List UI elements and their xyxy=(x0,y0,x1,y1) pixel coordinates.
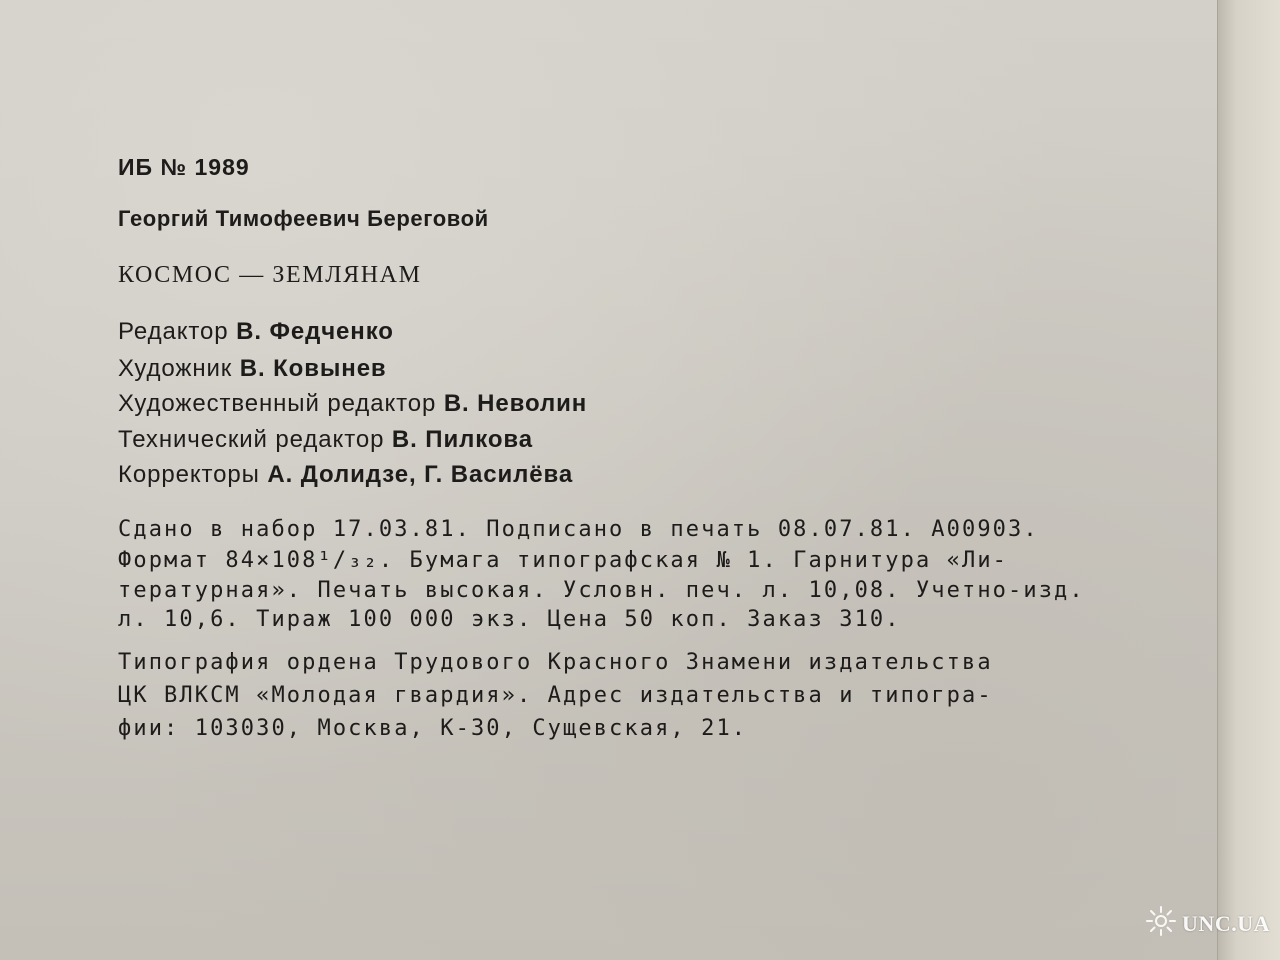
credit-role: Корректоры xyxy=(118,461,260,488)
credit-line xyxy=(118,463,573,487)
book-title: КОСМОС — ЗЕМЛЯНАМ xyxy=(118,262,422,288)
imprint-line: тературная». Печать высокая. Условн. печ. л. 10,08. Учетно-изд. xyxy=(118,578,1085,603)
credit-role: Художник xyxy=(118,355,233,382)
printer-line: ЦК ВЛКСМ «Молодая гвардия». Адрес издательства и типогра- xyxy=(118,683,993,708)
credit-name: В. Ковынев xyxy=(239,355,387,382)
credit-line xyxy=(118,357,387,381)
credit-line xyxy=(118,428,533,452)
credit-name: В. Пилкова xyxy=(391,426,533,453)
printer-line: фии: 103030, Москва, К-30, Сущевская, 21. xyxy=(118,716,748,741)
author-name: Георгий Тимофеевич Береговой xyxy=(118,206,489,231)
credit-line xyxy=(118,392,587,416)
imprint-line: Формат 84×108¹/₃₂. Бумага типографская № 1. Гарнитура «Ли- xyxy=(118,548,1009,573)
credit-role: Технический редактор xyxy=(118,426,385,453)
credit-line xyxy=(118,320,394,344)
credit-name: А. Долидзе, Г. Василёва xyxy=(267,461,574,488)
imprint-line: Сдано в набор 17.03.81. Подписано в печать 08.07.81. А00903. xyxy=(118,517,1039,542)
watermark-text: UNC.UA xyxy=(1182,911,1270,936)
watermark xyxy=(1146,906,1270,942)
credit-role: Редактор xyxy=(118,318,229,345)
credit-name: В. Неволин xyxy=(443,390,588,417)
ib-number: ИБ № 1989 xyxy=(118,154,250,180)
credit-name: В. Федченко xyxy=(236,318,394,345)
credit-role: Художественный редактор xyxy=(118,390,437,417)
sunburst-logo-icon xyxy=(1146,906,1176,942)
printer-line: Типография ордена Трудового Красного Знамени издательства xyxy=(118,650,993,675)
page-edge xyxy=(1217,0,1280,960)
imprint-line: л. 10,6. Тираж 100 000 экз. Цена 50 коп. Заказ 310. xyxy=(118,607,901,632)
